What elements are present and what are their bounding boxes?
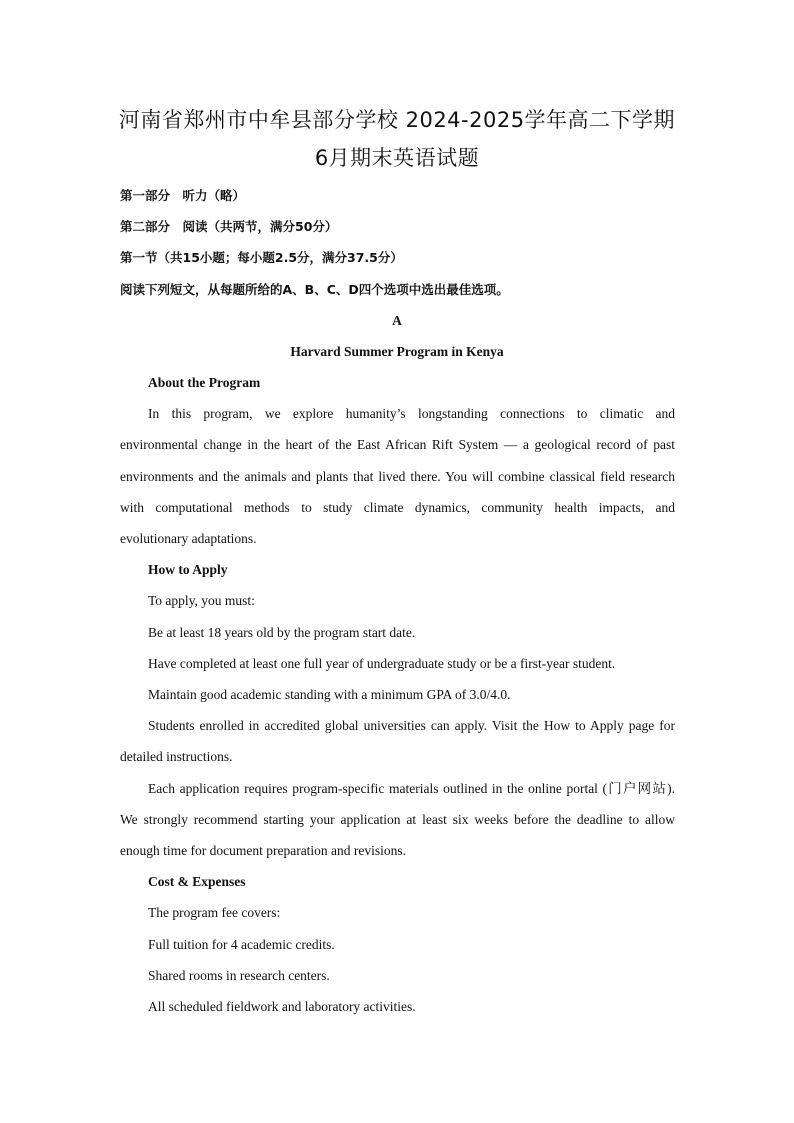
cost-item: Shared rooms in research centers. [148,968,330,983]
about-paragraph-line: evolutionary adaptations. [120,531,257,546]
cost-heading: Cost & Expenses [148,874,246,889]
reading-instruction: 阅读下列短文，从每题所给的A、B、C、D四个选项中选出最佳选项。 [120,282,509,297]
about-paragraph-line: environmental change in the heart of the East African Rift System — a geological record of past [120,437,675,452]
passage-letter: A [392,313,402,328]
section-1-heading: 第一部分 听力（略） [120,188,246,203]
apply-paragraph-line: detailed instructions. [120,749,233,764]
cost-intro: The program fee covers: [148,905,281,920]
part-1-heading: 第一节（共15小题；每小题2.5分，满分37.5分） [120,250,403,265]
apply-requirement: Have completed at least one full year of undergraduate study or be a first-year student. [148,656,616,671]
cost-item: All scheduled fieldwork and laboratory activities. [148,999,416,1014]
apply-paragraph-line: Each application requires program-specific materials outlined in the online portal (门户网站). [148,781,675,796]
apply-paragraph-line: enough time for document preparation and revisions. [120,843,407,858]
section-2-heading: 第二部分 阅读（共两节，满分50分） [120,219,338,234]
apply-requirement: Be at least 18 years old by the program start date. [148,625,416,640]
about-paragraph-line: In this program, we explore humanity’s longstanding connections to climatic and [148,406,675,421]
cost-item: Full tuition for 4 academic credits. [148,937,335,952]
about-paragraph-line: with computational methods to study climate dynamics, community health impacts, and [120,500,675,515]
about-paragraph-line: environments and the animals and plants that lived there. You will combine classical field research [120,469,675,484]
about-heading: About the Program [148,375,261,390]
apply-heading: How to Apply [148,562,228,577]
document-title-line-1: 河南省郑州市中牟县部分学校 2024-2025学年高二下学期 [118,108,676,132]
apply-paragraph-line: We strongly recommend starting your application at least six weeks before the deadline to allow [120,812,675,827]
document-title-line-2: 6月期末英语试题 [314,146,480,170]
passage-title: Harvard Summer Program in Kenya [290,344,504,359]
apply-requirement: Maintain good academic standing with a minimum GPA of 3.0/4.0. [148,687,511,702]
apply-intro: To apply, you must: [148,593,255,608]
apply-paragraph-line: Students enrolled in accredited global universities can apply. Visit the How to Apply page for [148,718,675,733]
